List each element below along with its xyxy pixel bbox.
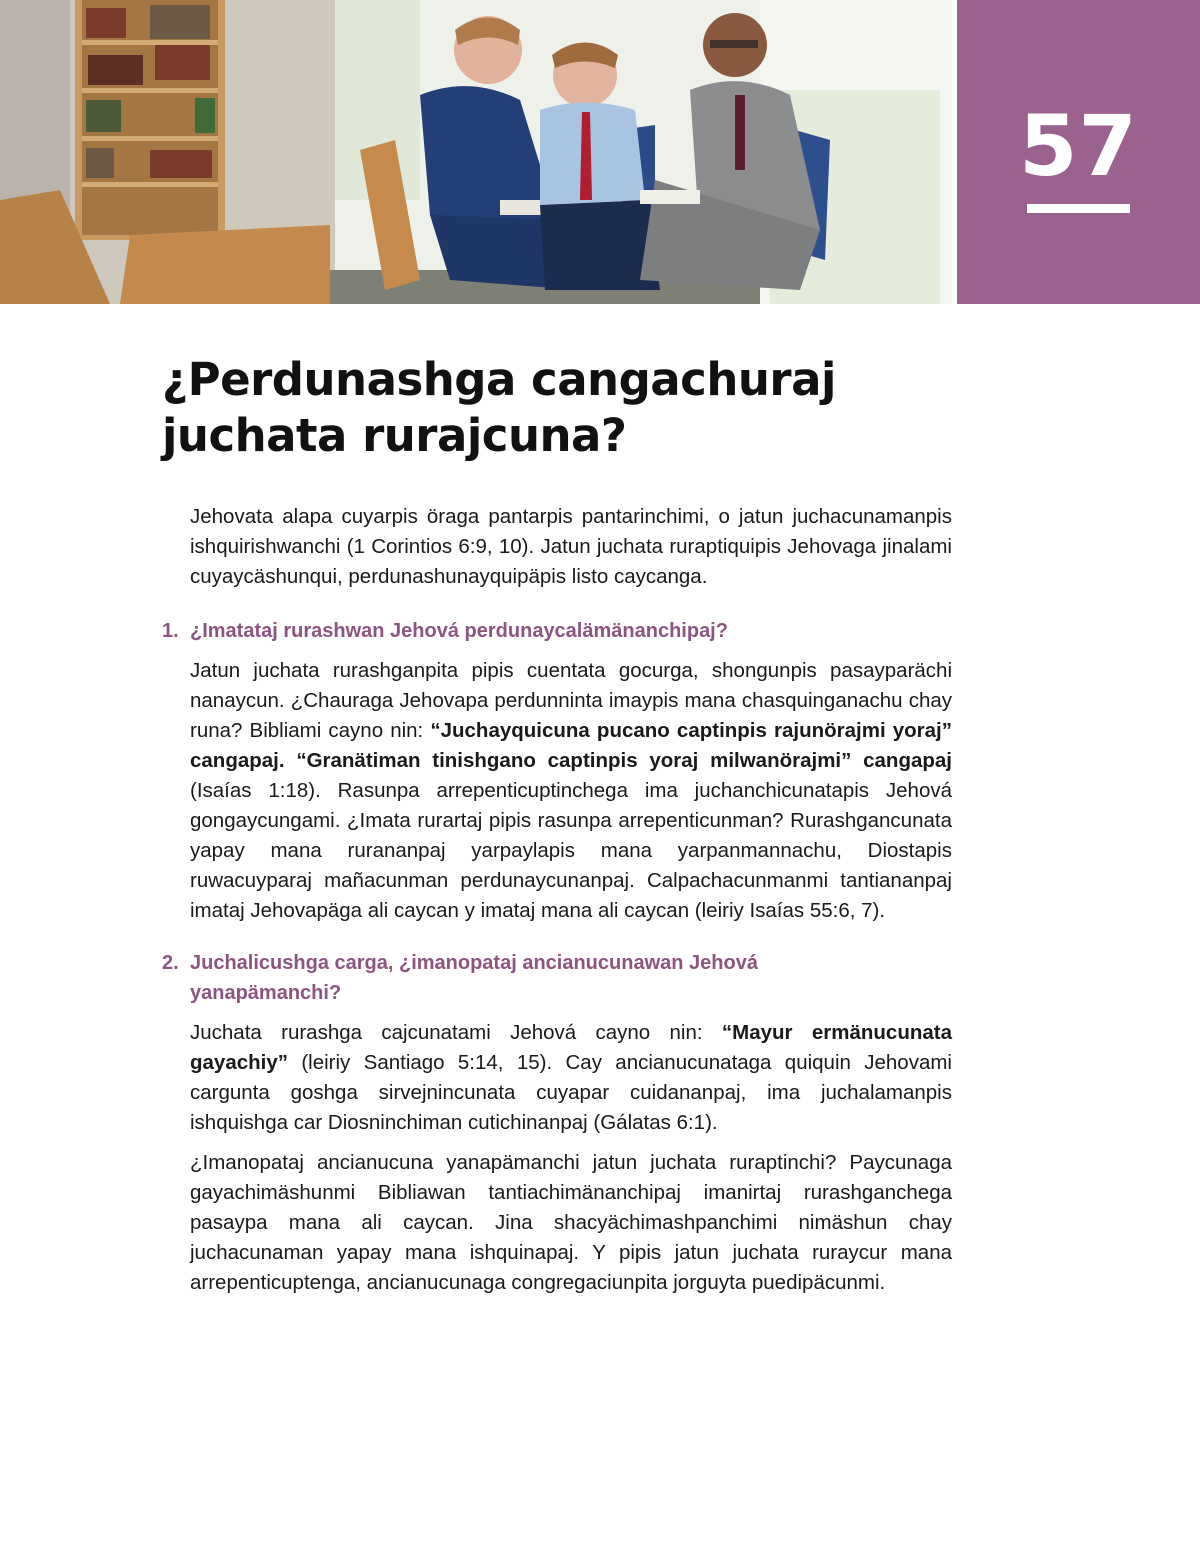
- scripture-quote: “Mayur ermänucunata gayachiy”: [190, 1021, 952, 1074]
- text-run: ¿Imanopataj ancianucuna yanapämanchi jatun juchata ruraptinchi? Paycunaga gayachimäshunmi Bibliawan tantiachimänanchipaj imanirtaj rurashganchega pasaypa mana ali caycan. Jina shacyächimashpanchimi nimäshun chay juchacunaman yapay mana ishquinapaj. Y pipis jatun juchata ruraycur mana arrepenticuptenga, ancianucunaga congregaciunpita jorguyta puedipäcunmi.: [190, 1151, 952, 1294]
- lesson-content: [162, 502, 952, 1298]
- photo-illustration: [0, 0, 952, 304]
- lesson-badge: [957, 0, 1200, 304]
- text-run: Juchata rurashga cajcunatami Jehová cayno nin:: [190, 1021, 722, 1044]
- section-2-paragraph-2: [190, 1148, 952, 1298]
- question-number: 1.: [162, 620, 179, 642]
- text-run: (leiriy Santiago 5:14, 15). Cay ancianucunataga quiquin Jehovami cargunta goshga sirvejnincunata cuyapar cuidananpaj, ima juchalamanpis ishquishga car Diosninchiman cutichinanpaj (Gálatas 6:1).: [190, 1051, 952, 1134]
- section-2-paragraph-1: [190, 1018, 952, 1138]
- header-photo: [0, 0, 952, 304]
- lesson-number: 57: [1019, 97, 1138, 195]
- text-run: Jatun juchata rurashganpita pipis cuentata gocurga, shongunpis pasayparächi nanaycun. ¿Chauraga Jehovapa perdunninta imaypis mana chasquinganachu chay runa? Bibliami cayno nin:: [190, 659, 952, 742]
- badge-underline: [1027, 204, 1130, 213]
- page-title: [162, 352, 962, 464]
- question-text: ¿Imatataj rurashwan Jehová perdunaycalämänanchipaj?: [190, 620, 728, 642]
- page-title-line2: juchata rurajcuna?: [162, 409, 627, 462]
- question-heading-1: [162, 616, 952, 646]
- page-title-line1: ¿Perdunashga cangachuraj: [162, 353, 836, 406]
- intro-paragraph: Jehovata alapa cuyarpis öraga pantarpis pantarinchimi, o jatun juchacunamanpis ishquirishwanchi (1 Corintios 6:9, 10). Jatun juchata ruraptiquipis Jehovaga jinalami cuyaycäshunqui, perdunashunayquipäpis listo caycanga.: [190, 505, 952, 588]
- text-run: (Isaías 1:18). Rasunpa arrepenticuptinchega ima juchanchicunatapis Jehová gongaycungami. ¿Imata rurartaj pipis rasunpa arrepenticunman? Rurashgancunata yapay mana rurananpaj yarpaylapis mana yarpanmannachu, Diostapis ruwacuyparaj mañacunman perdunaycunanpaj. Calpachacunmanmi tantiananpaj imataj Jehovapäga ali caycan y imataj mana ali caycan (leiriy Isaías 55:6, 7).: [190, 779, 952, 922]
- section-1-paragraph: [190, 656, 952, 926]
- question-heading-2: [162, 948, 952, 1008]
- question-number: 2.: [162, 952, 179, 974]
- question-text: Juchalicushga carga, ¿imanopataj ancianucunawan Jehová yanapämanchi?: [190, 952, 758, 1004]
- scripture-quote: “Juchayquicuna pucano captinpis rajunörajmi yoraj” cangapaj. “Granätiman tinishgano captinpis yoraj milwanörajmi” cangapaj: [190, 719, 952, 772]
